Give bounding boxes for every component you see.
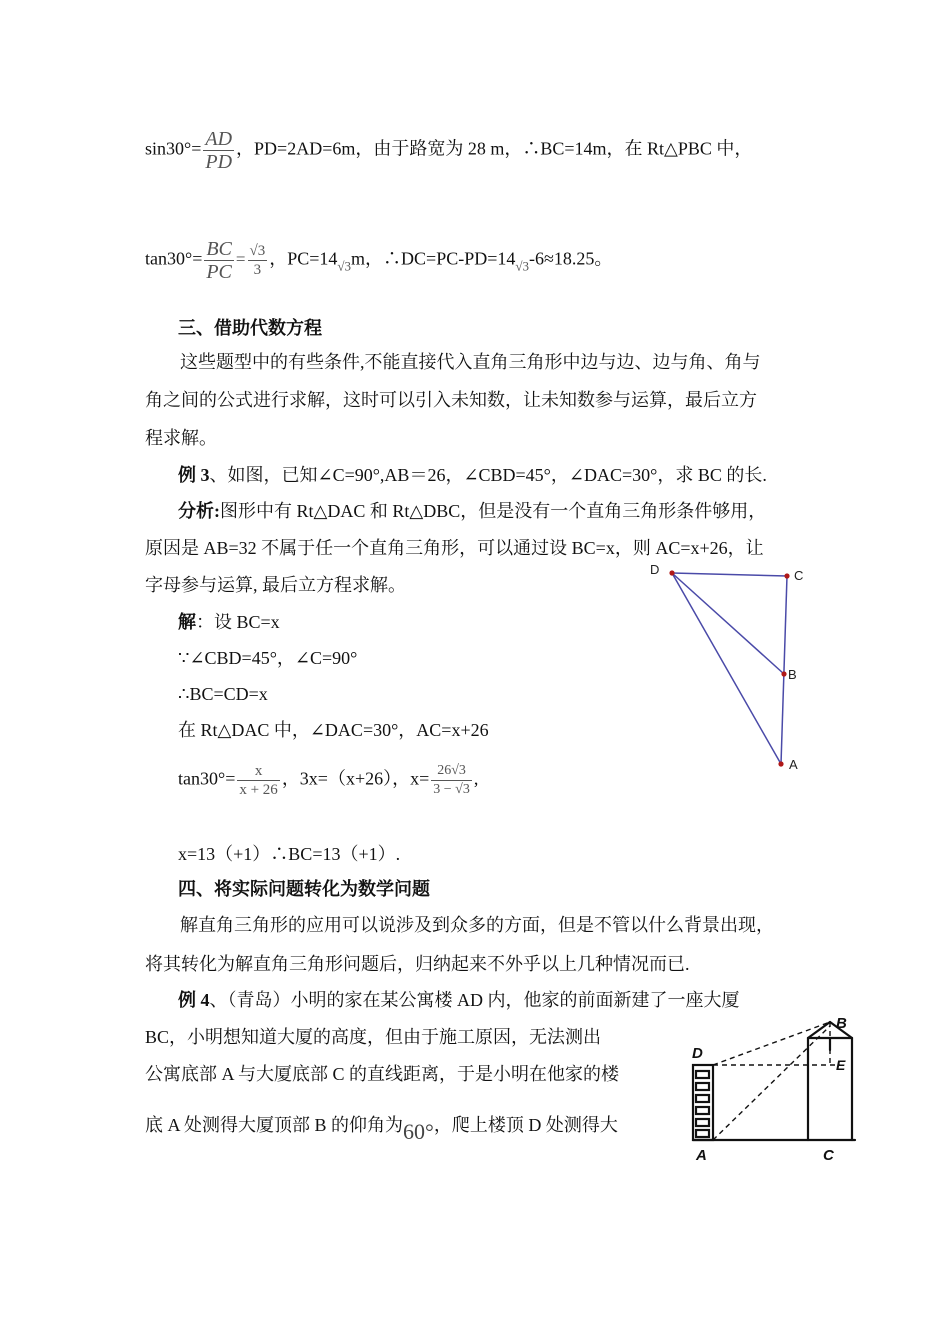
- fraction-numerator: √3: [249, 243, 266, 259]
- section3-heading: 三、借助代数方程: [178, 318, 322, 338]
- sin-prefix: sin30°=: [145, 138, 202, 159]
- window: [696, 1119, 709, 1126]
- tan-equation-line: [145, 238, 612, 283]
- label-e: E: [836, 1057, 846, 1073]
- tan-end: ,: [473, 768, 479, 789]
- segment-da: [672, 573, 781, 764]
- tan-part3: -6≈18.25。: [529, 248, 613, 269]
- sin-equation-line: [145, 128, 752, 173]
- segment-dc: [672, 573, 787, 576]
- fraction-denominator: 3: [253, 262, 262, 278]
- point-b: [781, 671, 786, 676]
- analysis-line1: [178, 499, 766, 523]
- fraction-numerator: 26√3: [431, 762, 472, 781]
- segment-db: [672, 573, 784, 674]
- point-a: [778, 761, 783, 766]
- fraction-denominator: x + 26: [239, 782, 278, 798]
- window: [696, 1130, 709, 1137]
- fraction-denominator: PD: [205, 151, 233, 173]
- equals-sign: =: [235, 249, 246, 269]
- example3-statement: [178, 463, 767, 487]
- window: [696, 1083, 709, 1090]
- section3-paragraph-line2: 角之间的公式进行求解，这时可以引入未知数，让未知数参与运算，最后立方: [145, 390, 757, 410]
- analysis-line3: 字母参与运算, 最后立方程求解。: [145, 575, 406, 595]
- fraction-bc-pc: [204, 238, 234, 283]
- label-a: A: [696, 1147, 707, 1164]
- solution-line3: ∴BC=CD=x: [178, 684, 268, 704]
- tan-middle: ，3x=（x+26），x=: [281, 768, 430, 789]
- fraction-x-solution: [431, 762, 472, 799]
- sin-rest: ，PD=2AD=6m，由于路宽为 28 m，∴BC=14m，在 Rt△PBC 中，: [236, 138, 753, 159]
- example3-label: 例 3: [178, 465, 210, 485]
- section3-paragraph-line1: 这些题型中的有些条件,不能直接代入直角三角形中边与边、边与角、角与: [180, 352, 761, 372]
- label-b: B: [836, 1015, 847, 1032]
- example4-line3: 公寓底部 A 与大厦底部 C 的直线距离，于是小明在他家的楼: [145, 1064, 620, 1084]
- solution-line4: 在 Rt△DAC 中，∠DAC=30°，AC=x+26: [178, 720, 489, 740]
- fraction-denominator: PC: [206, 261, 232, 283]
- fraction-numerator: x: [237, 762, 279, 781]
- sight-line-a-to-b: [713, 1026, 830, 1140]
- fraction-ad-pd: [203, 128, 234, 173]
- example4-line4-pre: 底 A 处测得大厦顶部 B 的仰角为: [145, 1115, 404, 1135]
- solution-label: 解: [178, 612, 196, 632]
- fraction-sqrt3-3: [248, 242, 268, 279]
- window: [696, 1071, 709, 1078]
- solution-line1: [178, 610, 280, 634]
- analysis-text: 图形中有 Rt△DAC 和 Rt△DBC，但是没有一个直角三角形条件够用，: [220, 501, 767, 521]
- section4-heading: 四、将实际问题转化为数学问题: [178, 879, 430, 899]
- fraction-numerator: BC: [206, 238, 232, 260]
- triangle-figure: [640, 560, 820, 780]
- analysis-line2: 原因是 AB=32 不属于任一个直角三角形，可以通过设 BC=x，则 AC=x+26，让: [145, 538, 764, 558]
- point-c: [784, 573, 789, 578]
- fraction-denominator: 3 − √3: [433, 782, 470, 797]
- solution-line2: ∵∠CBD=45°，∠C=90°: [178, 648, 358, 668]
- label-a: A: [789, 757, 798, 772]
- segment-ca: [781, 576, 787, 764]
- fraction-numerator: AD: [205, 128, 233, 150]
- building-figure: [690, 1010, 870, 1170]
- example4-line4: [145, 1113, 618, 1144]
- label-d: D: [650, 562, 660, 577]
- sqrt3-symbol: √3: [337, 258, 352, 274]
- solution-tan-line: [178, 762, 478, 799]
- label-b: B: [788, 667, 797, 682]
- example3-text: 、如图，已知∠C=90°,AB＝26，∠CBD=45°，∠DAC=30°，求 BC 的长.: [209, 465, 767, 485]
- tan-prefix: tan30°=: [145, 248, 203, 269]
- example4-line2: BC，小明想知道大厦的高度，但由于施工原因，无法测出: [145, 1027, 602, 1047]
- sqrt3-symbol: √3: [515, 258, 530, 274]
- section4-paragraph-line1: 解直角三角形的应用可以说涉及到众多的方面，但是不管以什么背景出现，: [180, 915, 774, 935]
- fraction-x-over-x26: [237, 762, 279, 799]
- tower-roof-left: [808, 1022, 830, 1038]
- tan-part1: ，PC=14: [269, 248, 338, 269]
- example4-text: 、（青岛）小明的家在某公寓楼 AD 内，他家的前面新建了一座大厦: [209, 990, 740, 1010]
- example4-line1: [178, 988, 740, 1012]
- point-d: [669, 570, 674, 575]
- label-d: D: [692, 1045, 703, 1062]
- window: [696, 1107, 709, 1114]
- angle-60: 60°: [403, 1119, 434, 1144]
- label-c: C: [823, 1147, 834, 1164]
- tan-prefix: tan30°=: [178, 768, 236, 789]
- analysis-label: 分析:: [178, 501, 220, 521]
- section4-paragraph-line2: 将其转化为解直角三角形问题后，归纳起来不外乎以上几种情况而已.: [145, 954, 690, 974]
- label-c: C: [794, 568, 804, 583]
- solution-final: x=13（+1）∴BC=13（+1）.: [178, 844, 401, 864]
- example4-label: 例 4: [178, 990, 210, 1010]
- window: [696, 1095, 709, 1102]
- tan-part2: m，∴DC=PC-PD=14: [351, 248, 516, 269]
- section3-paragraph-line3: 程求解。: [145, 428, 217, 448]
- solution-text: ：设 BC=x: [196, 612, 280, 632]
- example4-line4-post: ，爬上楼顶 D 处测得大: [433, 1115, 618, 1135]
